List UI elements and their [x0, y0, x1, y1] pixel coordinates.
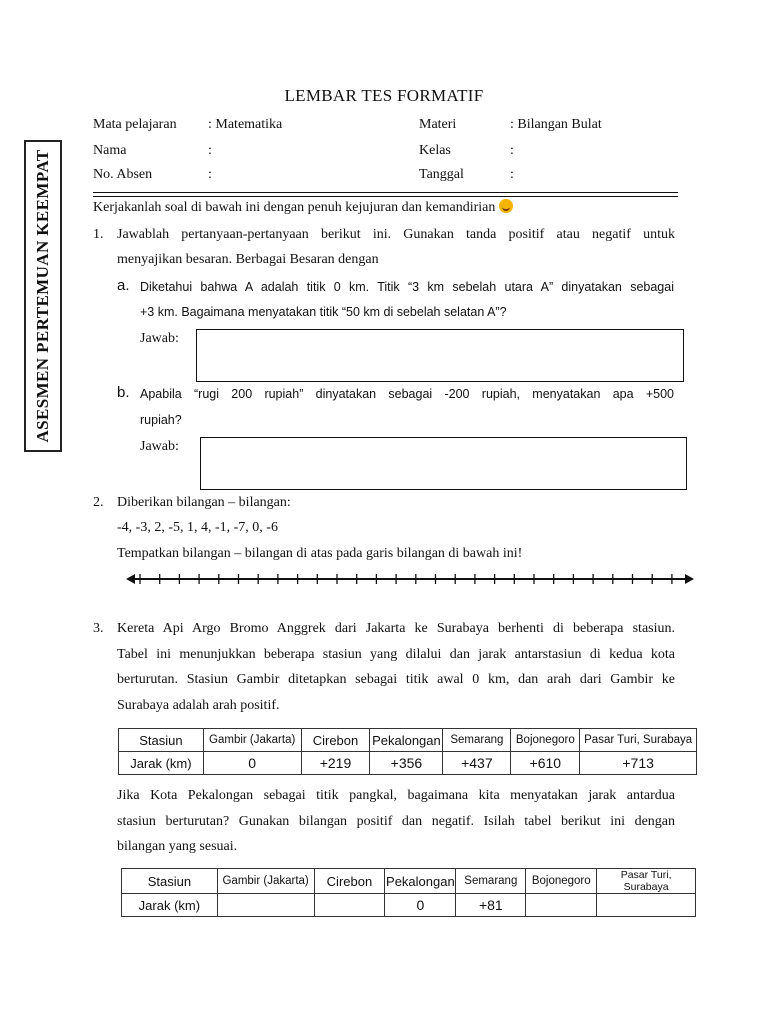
table-row-label: Jarak (km) — [122, 894, 218, 917]
nama-value: : — [208, 143, 212, 158]
table-cell: +610 — [511, 752, 580, 775]
nama-label: Nama — [93, 143, 127, 158]
table-cell: Pekalongan — [385, 869, 456, 894]
table-cell: +219 — [301, 752, 370, 775]
answer-cell-surabaya[interactable] — [597, 894, 696, 917]
q1b-label: b. — [117, 384, 130, 401]
q2-number: 2. — [93, 495, 104, 510]
q1a-label: a. — [117, 277, 130, 294]
absen-label: No. Absen — [93, 167, 153, 182]
q1-line1: Jawablah pertanyaan-pertanyaan berikut ini. Gunakan tanda positif atau negatif untuk — [117, 227, 675, 242]
instruction — [93, 198, 513, 218]
q2-numbers: -4, -3, 2, -5, 1, 4, -1, -7, 0, -6 — [117, 520, 278, 535]
materi-value: : Bilangan Bulat — [510, 117, 602, 132]
q2-line1: Diberikan bilangan – bilangan: — [117, 495, 291, 510]
q1-line2: menyajikan besaran. Berbagai Besaran dengan — [117, 252, 379, 267]
table-cell: +713 — [580, 752, 697, 775]
table-row-label: Stasiun — [122, 869, 218, 894]
table-row — [122, 894, 696, 917]
q3-line6: stasiun berturutan? Gunakan bilangan positif dan negatif. Isilah tabel berikut ini dengan — [117, 814, 675, 829]
station-distance-table — [118, 728, 697, 775]
number-line[interactable] — [126, 569, 696, 589]
q1a-line2: +3 km. Bagaimana menyatakan titik “50 km di sebelah selatan A”? — [140, 305, 507, 319]
q1a-line1: Diketahui bahwa A adalah titik 0 km. Titik “3 km sebelah utara A” dinyatakan sebagai — [140, 280, 674, 294]
table-cell: Pasar Turi, Surabaya — [580, 729, 697, 752]
q1b-jawab-label: Jawab: — [140, 439, 179, 454]
table-cell: Gambir (Jakarta) — [203, 729, 301, 752]
materi-label: Materi — [419, 117, 457, 132]
q1-number: 1. — [93, 227, 104, 242]
mapel-label: Mata pelajaran — [93, 117, 177, 132]
q3-line7: bilangan yang sesuai. — [117, 839, 238, 854]
tanggal-label: Tanggal — [419, 167, 464, 182]
number-line-left-arrow-icon — [126, 574, 135, 584]
q3-line1: Kereta Api Argo Bromo Anggrek dari Jakarta ke Surabaya berhenti di beberapa stasiun. — [117, 621, 675, 636]
table-row — [119, 729, 697, 752]
answer-cell-gambir[interactable] — [217, 894, 314, 917]
sidebar-label-box — [24, 140, 62, 452]
table-cell: 0 — [203, 752, 301, 775]
table-cell: +81 — [456, 894, 526, 917]
instruction-text: Kerjakanlah soal di bawah ini dengan penuh kejujuran dan kemandirian — [93, 200, 496, 215]
answer-cell-cirebon[interactable] — [314, 894, 385, 917]
q3-line3: berturutan. Stasiun Gambir ditetapkan sebagai titik awal 0 km, dan arah dari Gambir ke — [117, 672, 675, 687]
q3-line2: Tabel ini menunjukkan beberapa stasiun yang dilalui dan jarak antarstasiun di kedua kota — [117, 647, 675, 662]
q3-number: 3. — [93, 621, 104, 636]
table-cell: +437 — [443, 752, 511, 775]
sidebar-label: ASESMEN PERTEMUAN KEEMPAT — [33, 149, 52, 443]
table-cell: 0 — [385, 894, 456, 917]
kelas-label: Kelas — [419, 143, 451, 158]
q1b-line2: rupiah? — [140, 413, 182, 427]
page-title: LEMBAR TES FORMATIF — [284, 86, 484, 105]
table-cell: Cirebon — [314, 869, 385, 894]
number-line-right-arrow-icon — [685, 574, 694, 584]
fill-in-table — [121, 868, 696, 917]
table-row-label: Jarak (km) — [119, 752, 204, 775]
q3-line4: Surabaya adalah arah positif. — [117, 698, 280, 713]
table-cell: Gambir (Jakarta) — [217, 869, 314, 894]
table-row — [119, 752, 697, 775]
table-cell: Cirebon — [301, 729, 370, 752]
kelas-value: : — [510, 143, 514, 158]
table-cell: Bojonegoro — [526, 869, 597, 894]
mapel-value: : Matematika — [208, 117, 283, 132]
q1a-jawab-label: Jawab: — [140, 331, 179, 346]
q2-line3: Tempatkan bilangan – bilangan di atas pada garis bilangan di bawah ini! — [117, 546, 523, 561]
table-cell: Semarang — [456, 869, 526, 894]
table-cell: Pasar Turi, Surabaya — [597, 869, 696, 894]
header-divider-top — [93, 192, 678, 193]
absen-value: : — [208, 167, 212, 182]
tanggal-value: : — [510, 167, 514, 182]
table-cell: Bojonegoro — [511, 729, 580, 752]
q3-line5: Jika Kota Pekalongan sebagai titik pangkal, bagaimana kita menyatakan jarak antardua — [117, 788, 675, 803]
header-divider-bottom — [93, 196, 678, 197]
table-cell: +356 — [370, 752, 443, 775]
q1a-answer-box[interactable] — [196, 329, 684, 382]
answer-cell-bojonegoro[interactable] — [526, 894, 597, 917]
q1b-line1: Apabila “rugi 200 rupiah” dinyatakan sebagai -200 rupiah, menyatakan apa +500 — [140, 387, 674, 401]
table-cell: Semarang — [443, 729, 511, 752]
table-row-label: Stasiun — [119, 729, 204, 752]
table-row — [122, 869, 696, 894]
table-cell: Pekalongan — [370, 729, 443, 752]
q1b-answer-box[interactable] — [200, 437, 687, 490]
smiley-icon — [499, 199, 513, 213]
